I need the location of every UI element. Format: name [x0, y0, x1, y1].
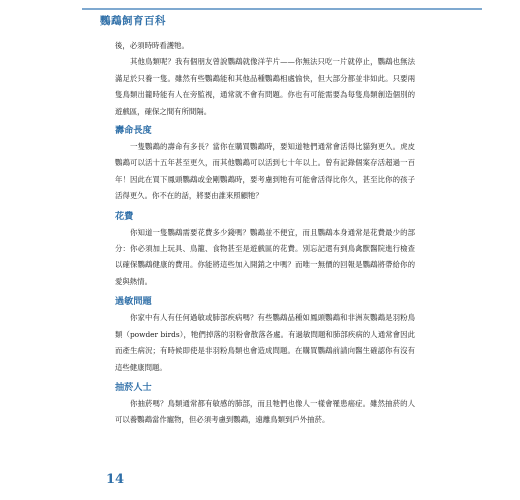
page-body	[115, 38, 415, 429]
paragraph: 其他鳥類呢？我有個朋友曾說鸚鵡就像洋芋片——你無法只吃一片就停止，鸚鵡也無法滿足於只養一隻。雖然有些鸚鵡能和其他品種鸚鵡相處愉快，但大部分都並非如此。只要兩隻鳥類出籠時能有人在旁監視，通常就不會有問題。你也有可能需要為每隻鳥類創造個別的遊戲區，確保之間有所間隔。	[115, 57, 415, 116]
paragraph: 你家中有人有任何過敏或肺部疾病嗎？有些鸚鵡品種如鳳頭鸚鵡和非洲灰鸚鵡是羽粉鳥類（powder birds），牠們掉落的羽粉會散落各處。有過敏問題和肺部疾病的人通常會因此而產生病況；有時候即使是非羽粉鳥類也會造成問題。在購買鸚鵡前請向醫生確認你有沒有這些健康問題。	[115, 313, 415, 372]
running-head: 鸚鵡飼育百科	[100, 15, 166, 27]
section-heading-smokers: 抽菸人士	[115, 381, 152, 393]
paragraph: 後，必須時時看護牠。	[115, 41, 189, 50]
section-heading-cost: 花費	[115, 210, 134, 222]
section-heading-lifespan: 壽命長度	[115, 125, 152, 137]
page-number: 14	[106, 472, 125, 487]
paragraph: 你抽菸嗎？鳥類通常都有敏感的肺部，而且牠們也像人一樣會罹患癌症。雖然抽菸的人可以養鸚鵡當作寵物，但必須考慮到鸚鵡，遠離鳥類到戶外抽菸。	[115, 398, 415, 425]
header-rule	[82, 8, 482, 10]
paragraph: 一隻鸚鵡的壽命有多長？當你在購買鸚鵡時，要知道牠們通常會活得比貓狗更久。虎皮鸚鵡可以活十五年甚至更久，而其他鸚鵡可以活到七十年以上。曾有記錄個案存活超過一百年！因此在買下鳳頭鸚鵡或金剛鸚鵡時，要考慮到牠有可能會活得比你久，甚至比你的孩子活得更久。你不在的話，將要由誰來照顧牠？	[115, 142, 415, 201]
section-heading-allergy: 過敏問題	[115, 296, 152, 308]
paragraph: 你知道一隻鸚鵡需要花費多少錢嗎？鸚鵡並不便宜，而且鸚鵡本身通常是花費最少的部分：你必須加上玩具、鳥籠、食物甚至是遊戲區的花費。別忘記還有到鳥禽獸醫院進行檢查以確保鸚鵡健康的費用。你能將這些加入開銷之中嗎？而唯一無價的回報是鸚鵡將帶給你的愛與熱情。	[115, 227, 415, 286]
